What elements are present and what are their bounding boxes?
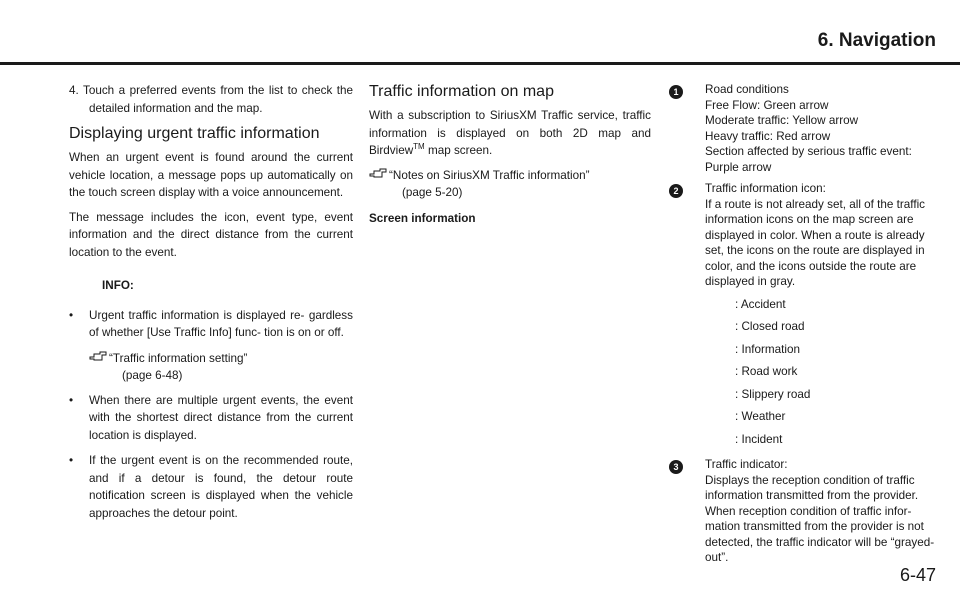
item-line: Section affected by serious traffic event: Purple arrow bbox=[705, 145, 912, 174]
chapter-title: 6. Navigation bbox=[817, 30, 936, 51]
list-item: : Closed road bbox=[735, 320, 805, 333]
header-rule bbox=[0, 62, 960, 65]
paragraph-subscription-end: map screen. bbox=[424, 144, 493, 157]
reference-page: (page 5-20) bbox=[402, 186, 463, 199]
bullet-dot: • bbox=[69, 308, 74, 322]
cross-reference bbox=[89, 350, 353, 385]
list-item: : Information bbox=[735, 342, 800, 356]
list-item: : Weather bbox=[735, 410, 786, 423]
traffic-icon-list bbox=[705, 294, 939, 452]
info-label: INFO: bbox=[102, 279, 134, 292]
number-badge: 3 bbox=[669, 460, 683, 474]
paragraph-subscription bbox=[369, 107, 651, 160]
column-left bbox=[69, 82, 353, 530]
bullet-text: If the urgent event is on the recommended route, and if a detour is found, the detour route notification screen is displayed when the vehicle approaches the detour point. bbox=[89, 454, 353, 520]
subheading-screen-information: Screen information bbox=[369, 211, 476, 225]
bullet-dot: • bbox=[69, 393, 74, 407]
column-middle bbox=[369, 82, 651, 227]
pointing-hand-icon bbox=[369, 167, 389, 202]
number-badge: 2 bbox=[669, 184, 683, 198]
item-line: Free Flow: Green arrow bbox=[705, 98, 829, 112]
pointing-hand-icon bbox=[89, 350, 109, 385]
item-line: Moderate traffic: Yellow arrow bbox=[705, 114, 859, 127]
list-item: : Incident bbox=[735, 432, 783, 446]
reference-title: “Notes on SiriusXM Traffic information” bbox=[389, 168, 590, 182]
list-item: : Road work bbox=[735, 365, 798, 378]
bullet-text: Urgent traffic information is displayed re- gardless of whether [Use Traffic Info] func- tion is on or off. bbox=[89, 308, 353, 339]
numbered-item-2 bbox=[669, 181, 939, 451]
bullet-item bbox=[69, 392, 353, 445]
paragraph-message-content: The message includes the icon, event type, event information and the direct distance from the current location to the event. bbox=[69, 210, 353, 259]
reference-title: “Traffic information setting” bbox=[109, 351, 248, 365]
item-line: Heavy traffic: Red arrow bbox=[705, 129, 831, 143]
page-number: 6-47 bbox=[899, 565, 936, 585]
reference-page: (page 6-48) bbox=[122, 369, 183, 382]
cross-reference bbox=[369, 167, 651, 202]
item-title: Traffic indicator: bbox=[705, 458, 788, 471]
number-badge: 1 bbox=[669, 85, 683, 99]
step-4: 4. Touch a preferred events from the list to check the detailed information and the map. bbox=[69, 84, 353, 115]
bullet-text: When there are multiple urgent events, the event with the shortest direct distance from the current location is displayed. bbox=[89, 393, 353, 442]
column-right bbox=[669, 82, 939, 572]
bullet-item bbox=[69, 307, 353, 342]
bullet-item bbox=[69, 452, 353, 522]
item-text: Displays the reception condition of traffic information transmitted from the provider. When reception condition of traffic infor- mation transmitted from the provider is not detected, the traffic indicator will be “grayed-out”. bbox=[705, 473, 935, 564]
heading-urgent-traffic: Displaying urgent traffic information bbox=[69, 125, 320, 142]
numbered-item-1 bbox=[669, 82, 939, 175]
list-item: : Accident bbox=[735, 297, 786, 311]
paragraph-urgent-event: When an urgent event is found around the current vehicle location, a message pops up automatically on the touch screen display with a voice announcement. bbox=[69, 151, 353, 199]
list-item: : Slippery road bbox=[735, 387, 811, 401]
heading-traffic-on-map: Traffic information on map bbox=[369, 83, 554, 100]
item-text: If a route is not already set, all of the traffic information icons on the map screen are displayed in color. When a route is already set, the icons on the route are displayed in color, and the icons outside the route are displayed in gray. bbox=[705, 197, 926, 288]
bullet-dot: • bbox=[69, 454, 74, 467]
item-title: Road conditions bbox=[705, 83, 789, 96]
numbered-item-3 bbox=[669, 457, 939, 566]
item-title: Traffic information icon: bbox=[705, 182, 826, 195]
paragraph-subscription-text: With a subscription to SiriusXM Traffic service, traffic information is displayed on both 2D map and Birdview bbox=[369, 109, 651, 157]
trademark: TM bbox=[413, 142, 425, 152]
